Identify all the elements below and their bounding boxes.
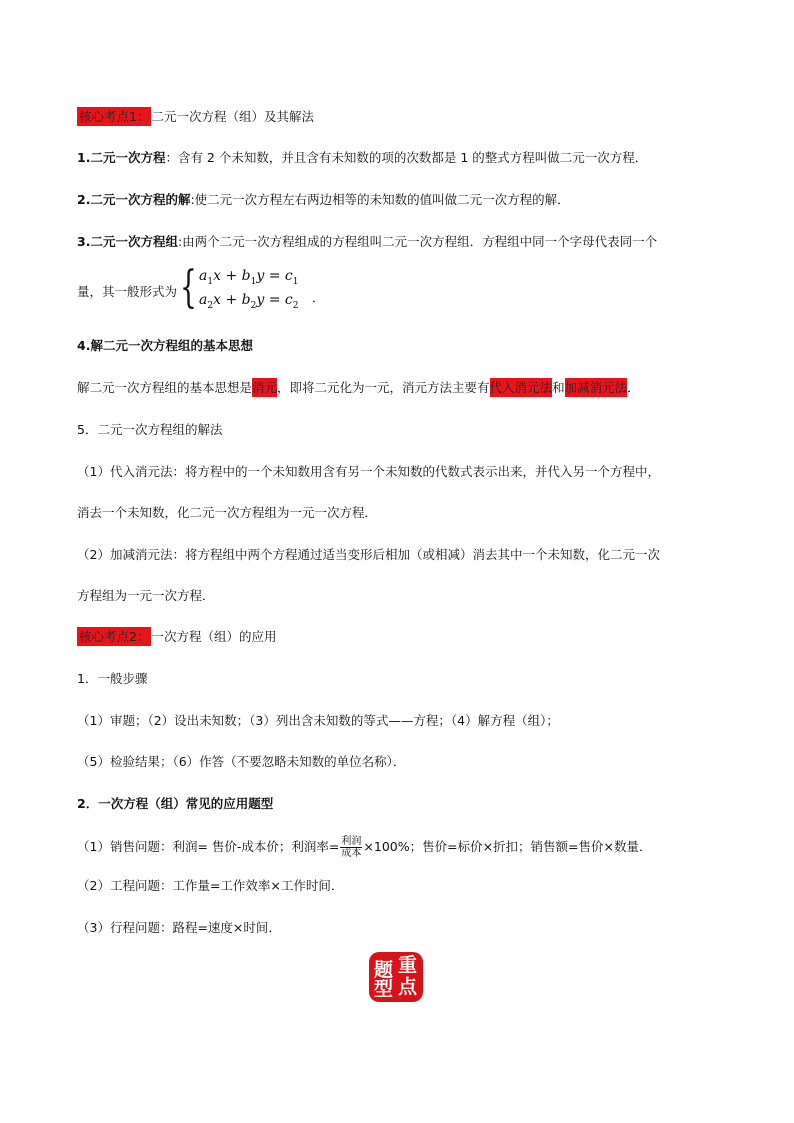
- stamp-char-3: 题: [374, 959, 394, 981]
- para-4-end: ．: [627, 380, 640, 395]
- section1-tag: 核心考点1：: [79, 109, 150, 124]
- para-4-and: 和: [552, 380, 565, 395]
- fraction-denominator: 成本: [341, 848, 362, 859]
- equation-2: $a_2x + b_2y = c_2$: [199, 292, 299, 311]
- para-5-1b: 消去一个未知数，化二元一次方程组为一元一次方程．: [77, 505, 378, 520]
- para-3-text: :由两个二元一次方程组成的方程组叫二元一次方程组．方程组中同一个字母代表同一个: [177, 234, 658, 249]
- para-2: [77, 191, 714, 209]
- sales-pre: （1）销售问题：利润= 售价-成本价；利润率=: [77, 839, 340, 854]
- section2-heading: [77, 628, 714, 646]
- para-1-label: 1.二元一次方程: [77, 150, 166, 165]
- brace-glyph: {: [180, 262, 197, 313]
- highlight-xiaoyuan: 消元: [252, 380, 278, 395]
- para-3: [77, 233, 714, 251]
- section2-title: 一次方程（组）的应用: [151, 629, 277, 644]
- section1-title: 二元一次方程（组）及其解法: [151, 109, 314, 124]
- para-1-text: ：含有 2 个未知数，并且含有未知数的项的次数都是 1 的整式方程叫做二元一次方程．: [165, 150, 648, 165]
- para-3-label: 3.二元一次方程组: [77, 234, 178, 249]
- sales-post: ×100%；售价=标价×折扣；销售额=售价×数量．: [363, 839, 652, 854]
- para-4-mid: ，即将二元化为一元，消元方法主要有: [277, 380, 490, 395]
- para-4-title: 4.解二元一次方程组的基本思想: [77, 338, 253, 353]
- travel-problem: （3）行程问题：路程=速度×时间．: [77, 920, 281, 935]
- para-2-label: 2.二元一次方程的解: [77, 192, 191, 207]
- para-5-1a: （1）代入消元法：将方程中的一个未知数用含有另一个未知数的代数式表示出来，并代入另一个方程中，: [77, 464, 660, 479]
- engineering-problem: （2）工程问题：工作量=工作效率×工作时间．: [77, 878, 344, 893]
- types-title: 2．一次方程（组）常见的应用题型: [77, 796, 274, 811]
- para-3-cont: 量，其一般形式为: [77, 284, 178, 299]
- para-2-text: :使二元一次方程左右两边相等的未知数的值叫做二元一次方程的解．: [190, 192, 570, 207]
- section1-heading: [77, 108, 714, 126]
- fraction-numerator: 利润: [341, 836, 362, 847]
- steps-a: （1）审题；（2）设出未知数；（3）列出含未知数的等式——方程；（4）解方程（组）；: [77, 713, 559, 728]
- equation-1: $a_1x + b_1y = c_1$: [199, 268, 299, 287]
- para-5-2a: （2）加减消元法：将方程组中两个方程通过适当变形后相加（或相减）消去其中一个未知数，化二元一次: [77, 547, 660, 562]
- steps-b: （5）检验结果；（6）作答（不要忽略未知数的单位名称）．: [77, 754, 406, 769]
- stamp-char-2: 点: [398, 976, 418, 998]
- para-5-title: 5．二元一次方程组的解法: [77, 422, 223, 437]
- stamp-char-1: 重: [398, 954, 418, 976]
- para-3-end: ．: [312, 290, 325, 305]
- stamp-char-4: 型: [374, 978, 394, 1000]
- para-1: [77, 149, 714, 167]
- highlight-substitution: 代入消元法: [489, 380, 553, 395]
- section2-tag: 核心考点2：: [79, 629, 150, 644]
- para-4-pre: 解二元一次方程组的基本思想是: [77, 380, 253, 395]
- key-topics-stamp: [369, 952, 423, 1002]
- highlight-addition: 加减消元法: [564, 380, 628, 395]
- equation-system: [77, 262, 325, 314]
- steps-title: 1．一般步骤: [77, 671, 148, 686]
- para-5-2b: 方程组为一元一次方程．: [77, 588, 215, 603]
- para-4: [77, 379, 714, 397]
- sales-problem: [77, 836, 714, 859]
- profit-fraction: [340, 836, 362, 859]
